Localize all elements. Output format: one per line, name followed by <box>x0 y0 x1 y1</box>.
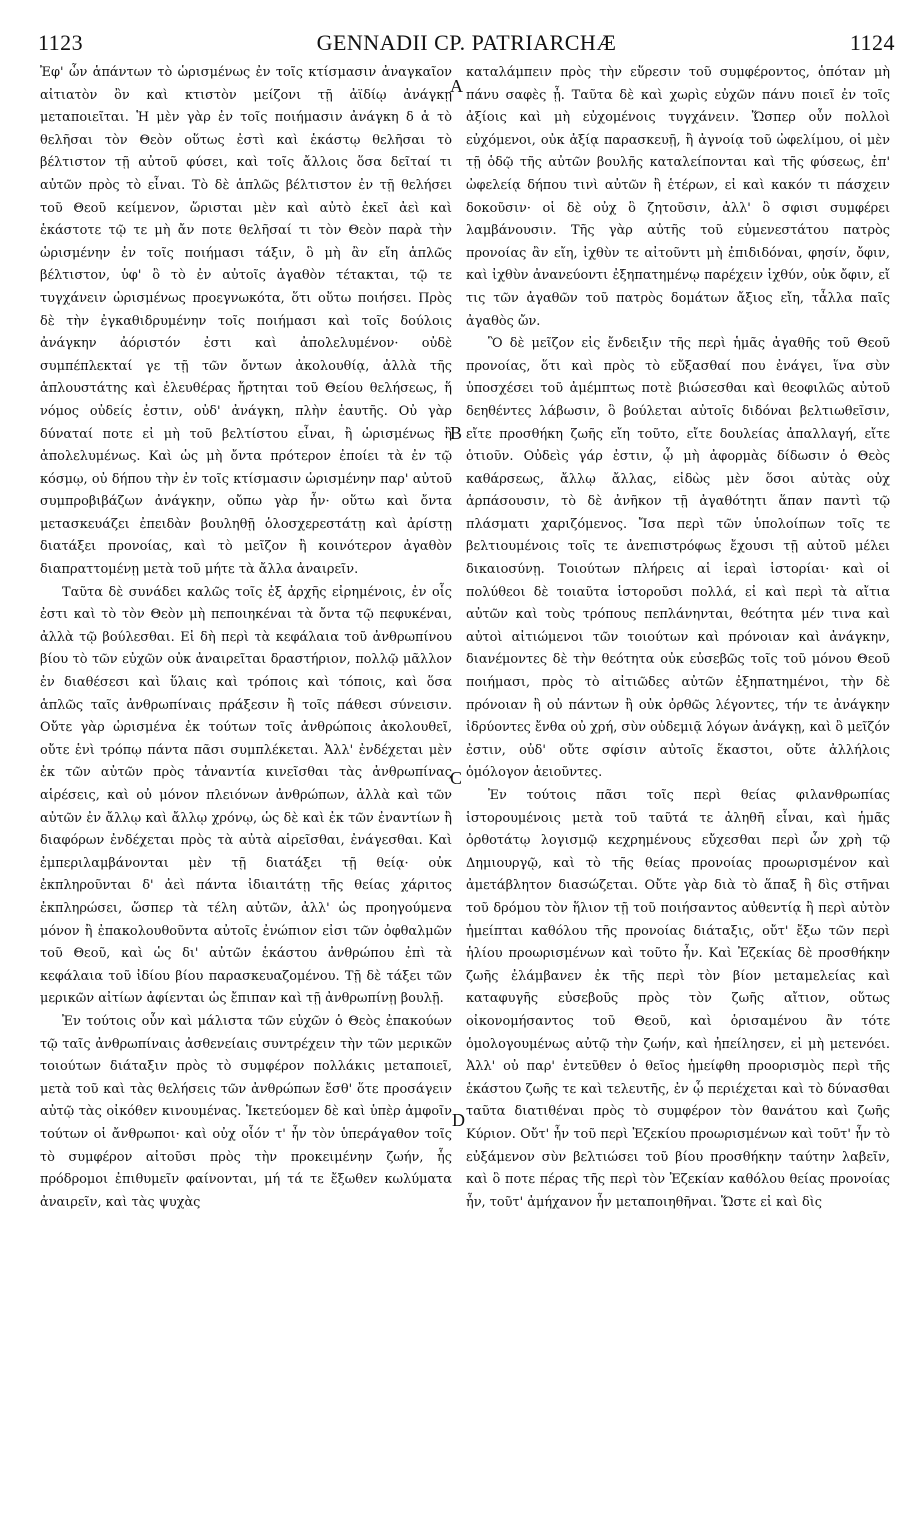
paragraph: Ταῦτα δὲ συνάδει καλῶς τοῖς ἐξ ἀρχῆς εἰρημένοις, ἐν οἷς ἐστι καὶ τὸ τὸν Θεὸν μὴ πεποιηκέναι τὰ ὄντα τῷ πεφυκέναι, ἀλλὰ τῷ βούλεσθαι. Εἰ δὴ περὶ τὰ κεφάλαια τοῦ ἀνθρωπίνου βίου τὸ τῶν εὐχῶν οὐκ ἀναιρεῖται δραστήριον, πολλῷ μᾶλλον ἐν διαθέσεσι καὶ ὕλαις καὶ τρόποις καὶ τόποις, καὶ ὅσα ἁπλῶς ταῖς ἀνθρωπίναις πράξεσιν ἢ τοῖς πάθεσι σύνεισιν. Οὔτε γὰρ ὡρισμένα ἐκ τούτων τοῖς ἀνθρώποις ἀκολουθεῖ, οὔτε ἑνὶ τρόπῳ πάντα πᾶσι συμπλέκεται. Ἀλλ' ἐνδέχεται μὲν ἐκ τῶν αὐτῶν πρὸς τἀναντία κινεῖσθαι τὰς ἀνθρωπίνας αἱρέσεις, καὶ οὐ μόνον πλειόνων ἀνθρώπων, ἀλλὰ καὶ τῶν αὐτῶν ἐν ἄλλῳ καὶ ἄλλῳ χρόνῳ, ὡς δὲ καὶ ἐκ τῶν ἐναντίων ἢ διαφόρων ἐνδέχεται πρὸς τὰ αὐτὰ αἱρεῖσθαι, ἐνάγεσθαι. Καὶ ἐμπεριλαμβάνονται μὲν τῇ διατάξει τῇ θείᾳ· οὐκ ἐκπληροῦνται δ' ἀεὶ πάντα ἰδιαιτάτῃ τῆς θείας χάριτος ἐκπληρώσει, ὥσπερ τὰ τέλη αὐτῶν, ἀλλ' ὡς προηγούμενα μόνον ἢ ἐπακολουθοῦντα αὐτοῖς ἐνώπιον εἰσι τῶν ὀφθαλμῶν τοῦ Θεοῦ, καὶ ὡς δι' αὐτῶν ἑκάστου ἀνθρώπου ἐπὶ τὰ κεφάλαια τοῦ ἰδίου βίου παρασκευαζομένου. Τῇ δὲ τάξει τῶν μερικῶν αἰτίων ἀφίενται ὡς ἔπιπαν καὶ τῇ ἀνθρωπίνῃ βουλῇ. <box>40 584 452 1007</box>
paragraph: Ἐφ' ὧν ἁπάντων τὸ ὡρισμένως ἐν τοῖς κτίσμασιν ἀναγκαῖον αἰτιατὸν ὂν καὶ κτιστὸν μείζονι τῇ ἀϊδίῳ ἀνάγκῃ μεταποιεῖται. Ἡ μὲν γὰρ ἐν τοῖς ποιήμασιν ἀνάγκη δ ἁ τὸ θελῆσαι τὸν Θεὸν οὕτως ἐστὶ καὶ ἑκάστῳ θελῆσαι τὸ βέλτιστον τῇ αὐτοῦ φύσει, καὶ τοῖς ἄλλοις ὅσα δεῖταί τι αὐτῶν πρὸς τὸ εἶναι. Τὸ δὲ ἁπλῶς βέλτιστον ἐν τῇ θελήσει τοῦ Θεοῦ κείμενον, ὥρισται μὲν καὶ αὐτὸ ἐκεῖ ἀεὶ καὶ ἑκάστοτε τῷ τε μὴ ἄν ποτε θελῆσαί τι τὸν Θεὸν παρὰ τὴν ὡρισμένην ἐν τοῖς ποιήμασι τάξιν, ὃ μὴ ἂν εἴη ἁπλῶς βέλτιστον, ὑφ' ὃ τὸ ἐν αὐτοῖς ἀγαθὸν τέτακται, τῷ τε τυγχάνειν ὡρισμένως προεγνωκότα, ὅτι οὕτω ποιήσει. Πρὸς δὲ τὴν ἐγκαθιδρυμένην τοῖς ποιήμασι καὶ τοῖς δούλοις ἀνάγκην ἀόριστόν ἐστι καὶ ἀπολελυμένον· οὐδὲ συμπέπλεκταί γε τῇ τῶν ὄντων ἀκολουθίᾳ, ἀλλὰ τῆς ἁπλουστάτης καὶ ἐλευθέρας ἤρτηται τοῦ Θείου θελήσεως, ἥ νόμος οὐδείς ἐστιν, οὐδ' ἀνάγκη, πλὴν ἑαυτῆς. Οὐ γὰρ δύναταί ποτε εἰ μὴ τοῦ βελτίστου εἶναι, ἢ ὡρισμένως ἢ ἀπολελυμένως. Καὶ ὡς μὴ ὄντα πρότερον ἐποίει τὰ ἐν τῷ κόσμῳ, οὐ δήπου τὴν ἐν τοῖς κτίσμασιν ὡρισμένην παρ' αὐτοῦ συμπροβιβάζων ἀνάγκην, οὔπω γὰρ ἦν· οὕτω καὶ ὄντα μετασκευάζει ἐπειδὰν βουληθῇ ὁλοσχερεστάτῃ καὶ ἀρίστῃ διατάξει προνοίας, καὶ τὸ μεῖζον ἢ κοινότερον ἀγαθὸν διαπραττομένῃ μετὰ τοῦ μήτε τὰ ἄλλα ἀναιρεῖν. <box>40 65 452 578</box>
right-column <box>466 62 890 1528</box>
paragraph: Ἐν τούτοις οὖν καὶ μάλιστα τῶν εὐχῶν ὁ Θεὸς ἐπακούων τῷ ταῖς ἀνθρωπίναις ἀσθενείαις συντρέχειν τὴν τῶν μερικῶν τοιούτων διάταξιν πρὸς τὸ συμφέρον πολλάκις μεταποιεῖ, μετὰ τοῦ καὶ τὰς θελήσεις τῶν ἀνθρώπων ἔσθ' ὅτε προσάγειν αὐτῷ τὰς οἰκόθεν κινουμένας. Ἱκετεύομεν δὲ καὶ ὑπὲρ ἀμφοῖν τούτων οἱ ἄνθρωποι· καὶ οὐχ οἷόν τ' ἦν τὸν ὑπεράγαθον τοῖς τὸ συμφέρον αἰτοῦσι πρὸς τὴν προκειμένην ζωήν, ἧς πρόδρομοι ἐπιθυμεῖν φαίνονται, μή τά τε ἔξωθεν κωλύματα ἀναιρεῖν, καὶ τὰς ψυχὰς <box>40 1013 452 1210</box>
paragraph: Ὃ δὲ μεῖζον εἰς ἔνδειξιν τῆς περὶ ἡμᾶς ἀγαθῆς τοῦ Θεοῦ προνοίας, ὅτι καὶ πρὸς τὸ εὔξασθαί που ἐνάγει, ἵνα σὺν ὑποσχέσει τοῦ ἀμέμπτως ποτὲ βιώσεσθαι καὶ θεοφιλῶς αὐτοῦ δεηθέντες λάβωσιν, ὃ βούλεται αὐτοῖς διδόναι βελτιωθεῖσιν, εἴτε προσθήκη ζωῆς εἴη τοῦτο, εἴτε δουλείας ἀπαλλαγή, εἴτε ὁτιοῦν. Οὐδεὶς γάρ ἐστιν, ᾧ μὴ ἀφορμὰς δίδωσιν ὁ Θεὸς καθάρσεως, ἄλλῳ ἄλλας, εἰδὼς μὲν ὅσοι αὐτὰς οὐχ ἁρπάσουσιν, τὸ δὲ ἀνῆκον τῇ ἀγαθότητι ἅπαν παντὶ τῷ πλάσματι χαριζόμενος. Ἴσα περὶ τῶν ὑπολοίπων τοῖς τε βελτιουμένοις τοῖς τε ἀνεπιστρόφως ἔχουσι τῇ αὐτοῦ μέλει δικαιοσύνῃ. Τοιούτων πλήρεις αἱ ἱεραὶ ἱστορίαι· καὶ οἱ πολύθεοι δὲ τοιαῦτα ἱστοροῦσι πολλά, εἰ καὶ περὶ τὰ αἴτια αὐτῶν καὶ τοὺς τρόπους πεπλάνηνται, θεότητα μέν τινα καὶ αὐτοὶ αἰτιώμενοι τῶν τοιούτων καὶ πρόνοιαν καὶ ἀνάγκην, διανέμοντες δὲ τὴν θεότητα οὐκ εὐσεβῶς τοῖς τοῦ μόνου Θεοῦ ποιήμασι, πρὸς τὸ αἰτιῶδες αὐτῶν ἐξηπατημένοι, τὴν δὲ πρόνοιαν ἢ οὐ πάντων ἢ οὐκ ὀρθῶς λέγοντες, τήν τε ἀνάγκην ἱδρύοντες ἔνθα οὐ χρή, σὺν οὐδεμιᾷ λόγων ἀνάγκῃ, καὶ ὃ μεῖζόν ἐστιν, οὐδ' οὔτε σφίσιν αὐτοῖς ἕκαστοι, οὔτε ἀλλήλοις ὁμόλογον ἀειοῦντες. <box>466 336 890 781</box>
page-number-left: 1123 <box>38 30 84 55</box>
margin-marker-a: A <box>450 76 463 96</box>
margin-marker-d: D <box>452 1110 465 1130</box>
page-number-right: 1124 <box>849 30 895 55</box>
paragraph: καταλάμπειν πρὸς τὴν εὕρεσιν τοῦ συμφέροντος, ὁπόταν μὴ πάνυ σαφὲς ᾖ. Ταῦτα δὲ καὶ χωρὶς εὐχῶν πάνυ ποιεῖ ἐν τοῖς ἀξίοις καὶ μὴ εὐχομένοις τυγχάνειν. Ὥσπερ οὖν πολλοὶ εὐχόμενοι, οὐκ ἀξίᾳ παρασκευῇ, ἢ ἀγνοίᾳ τοῦ ὠφελίμου, οἱ μὲν τῇ ὁδῷ τῆς αὐτῶν βουλῆς καταλείπονται καὶ τῆς φύσεως, ἐπ' ὠφελείᾳ δήπου τινὶ αὐτῶν ἢ ἑτέρων, εἰ καὶ κακόν τι πάσχειν δοκοῦσιν· οἱ δὲ οὐχ ὃ ζητοῦσιν, ἀλλ' ὃ σφισι συμφέρει λαμβάνουσιν. Τῆς γὰρ αὐτῆς τοῦ εὐμενεστάτου πατρὸς προνοίας ἂν εἴη, ἰχθὺν τε αἰτοῦντι μὴ ἐπιδιδόναι, φησίν, ὄφιν, καὶ ἰχθὺν ἀνανεύοντι ἐξηπατημένῳ παρέχειν ἰχθύν, οὐκ ὄφιν, εἴ τις τῶν ἀγαθῶν τοῦ πατρὸς δομάτων ἄξιος εἴη, τἆλλα παῖς ἀγαθὸς ὤν. <box>466 65 890 329</box>
margin-marker-c: C <box>450 768 463 788</box>
left-column <box>40 62 452 1528</box>
margin-marker-b: B <box>450 423 463 443</box>
running-title: GENNADII CP. PATRIARCHÆ <box>316 30 617 55</box>
running-header <box>38 30 895 56</box>
paragraph: Ἐν τούτοις πᾶσι τοῖς περὶ θείας φιλανθρωπίας ἱστορουμένοις μετὰ τοῦ ταῦτά τε ἀληθῆ εἶναι, καὶ ἡμᾶς ὀρθοτάτῳ λογισμῷ κεχρημένους εὔχεσθαι περὶ ὧν χρὴ τῷ Δημιουργῷ, καὶ τὸ τῆς θείας προνοίας προωρισμένον καὶ ἀμετάβλητον διασώζεται. Οὔτε γὰρ διὰ τὸ ἅπαξ ἢ δὶς στῆναι τοῦ δρόμου τὸν ἥλιον τῇ τοῦ ποιήσαντος αὐθεντίᾳ ἢ περὶ αὐτὸν ἠμείπται καθόλου τῆς προνοίας διάταξις, οὔτ' ἔξω τῶν περὶ ἡλίου προωρισμένων καὶ τοῦτο ἦν. Καὶ Ἐζεκίας δὲ προσθήκην ζωῆς ἐλάμβανεν ἐκ τῆς περὶ τὸν βίον μεταμελείας καὶ καταφυγῆς εὐσεβοῦς πρὸς τὸν ζωῆς αἴτιον, οὕτως οἰκονομήσαντος τοῦ Θεοῦ, καὶ ὁρισαμένου ἂν τότε ὁμολογουμένως αὐτῷ τὴν ζωήν, καὶ ἠπείλησεν, εἰ μὴ μετενόει. Ἀλλ' οὐ παρ' ἐντεῦθεν ὁ θεῖος ἠμείφθη προορισμὸς περὶ τῆς ἑκάστου ζωῆς τε καὶ τελευτῆς, ἐν ᾧ περιέχεται καὶ τὸ δύνασθαι ταῦτα διατιθέναι πρὸς τὸ συμφέρον τὸν θανάτου καὶ ζωῆς Κύριον. Οὔτ' ἦν τοῦ περὶ Ἐζεκίου προωρισμένων καὶ τοῦτ' ἦν τὸ εὐξάμενον σὺν βελτιώσει τοῦ βίου προσθήκην ταύτην λαβεῖν, καὶ ὃ ποτε πέρας τῆς περὶ τὸν Ἐζεκίαν καθόλου θείας προνοίας ἦν, τοῦτ' ἀμήχανον ἦν μεταποιηθῆναι. Ὥστε εἰ καὶ δὶς <box>466 788 890 1210</box>
